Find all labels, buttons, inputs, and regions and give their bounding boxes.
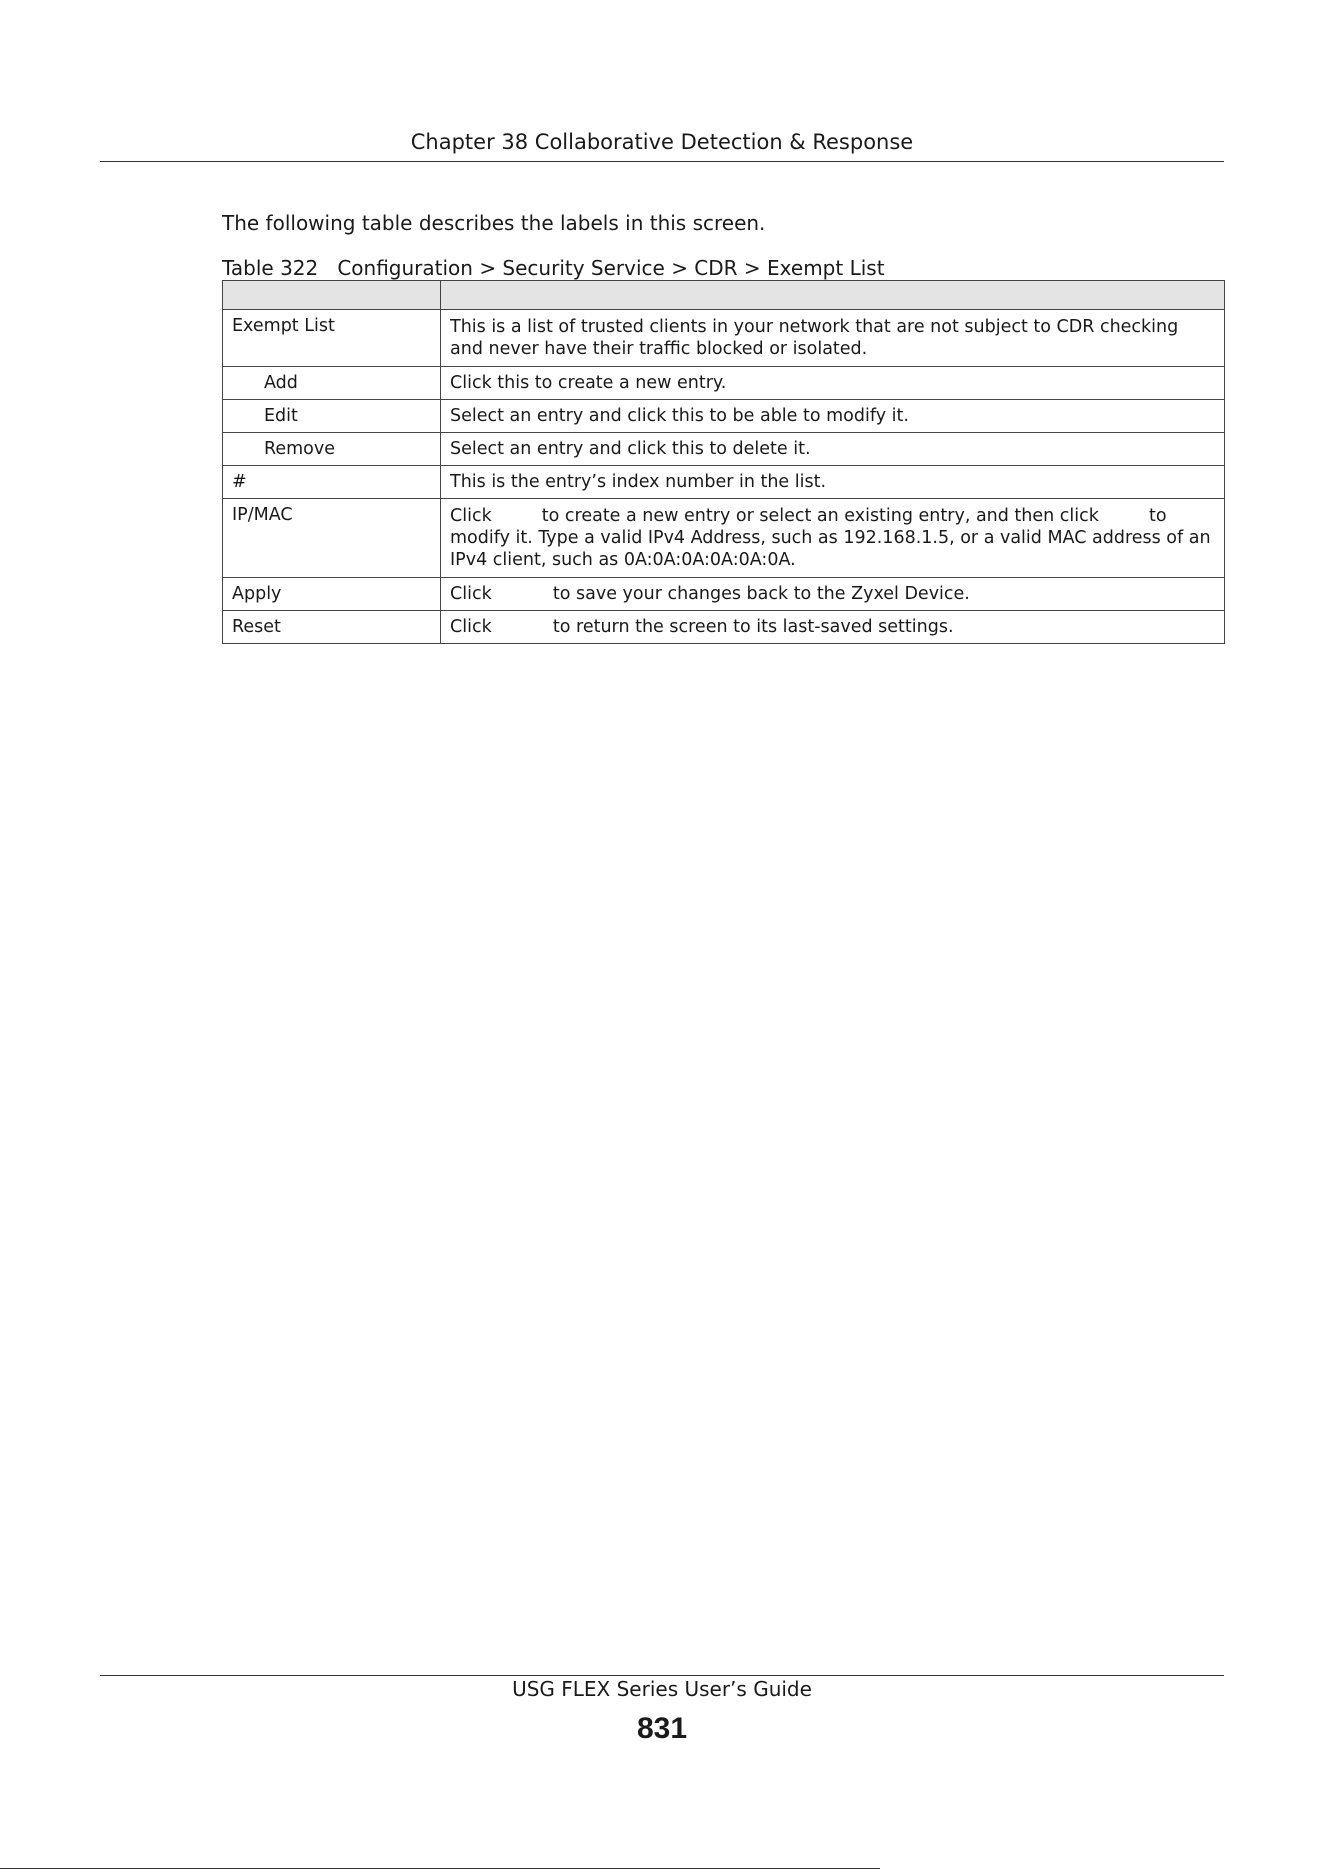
table-row bbox=[223, 367, 1225, 400]
row-label: Add bbox=[223, 367, 441, 400]
row-description: Click this to create a new entry. bbox=[441, 367, 1225, 400]
table-row bbox=[223, 499, 1225, 578]
row-description: Select an entry and click this to delete it. bbox=[441, 433, 1225, 466]
labels-table bbox=[222, 280, 1225, 644]
row-description: Select an entry and click this to be able to modify it. bbox=[441, 400, 1225, 433]
table-row bbox=[223, 400, 1225, 433]
table-row bbox=[223, 310, 1225, 367]
row-label: Reset bbox=[223, 611, 441, 644]
intro-paragraph: The following table describes the labels in this screen. bbox=[222, 211, 766, 235]
row-label: Remove bbox=[223, 433, 441, 466]
row-description: This is a list of trusted clients in your network that are not subject to CDR checking and never have their traffic blocked or isolated. bbox=[441, 310, 1225, 367]
table-row bbox=[223, 578, 1225, 611]
table-row bbox=[223, 433, 1225, 466]
page-number: 831 bbox=[636, 1712, 688, 1745]
table-header-row bbox=[223, 281, 1225, 310]
column-header-label bbox=[223, 281, 441, 310]
bottom-edge-line bbox=[0, 1868, 880, 1869]
row-label: Apply bbox=[223, 578, 441, 611]
row-description: Click to create a new entry or select an existing entry, and then click to modify it. Type a valid IPv4 Address, such as 192.168.1.5, or a valid MAC address of an IPv4 client, such as 0A:0A:0A:0A:0A:0A. bbox=[441, 499, 1225, 578]
row-description: Click to save your changes back to the Zyxel Device. bbox=[441, 578, 1225, 611]
row-description: Click to return the screen to its last-saved settings. bbox=[441, 611, 1225, 644]
row-label: IP/MAC bbox=[223, 499, 441, 578]
row-description: This is the entry’s index number in the list. bbox=[441, 466, 1225, 499]
table-row bbox=[223, 611, 1225, 644]
table-row bbox=[223, 466, 1225, 499]
header-divider bbox=[100, 161, 1224, 162]
row-label: Edit bbox=[223, 400, 441, 433]
column-header-description bbox=[441, 281, 1225, 310]
table-caption: Table 322 Configuration > Security Service > CDR > Exempt List bbox=[222, 256, 885, 280]
row-label: # bbox=[223, 466, 441, 499]
footer-divider bbox=[100, 1675, 1224, 1676]
row-label: Exempt List bbox=[223, 310, 441, 367]
chapter-header: Chapter 38 Collaborative Detection & Response bbox=[410, 130, 914, 154]
guide-title: USG FLEX Series User’s Guide bbox=[512, 1677, 812, 1701]
